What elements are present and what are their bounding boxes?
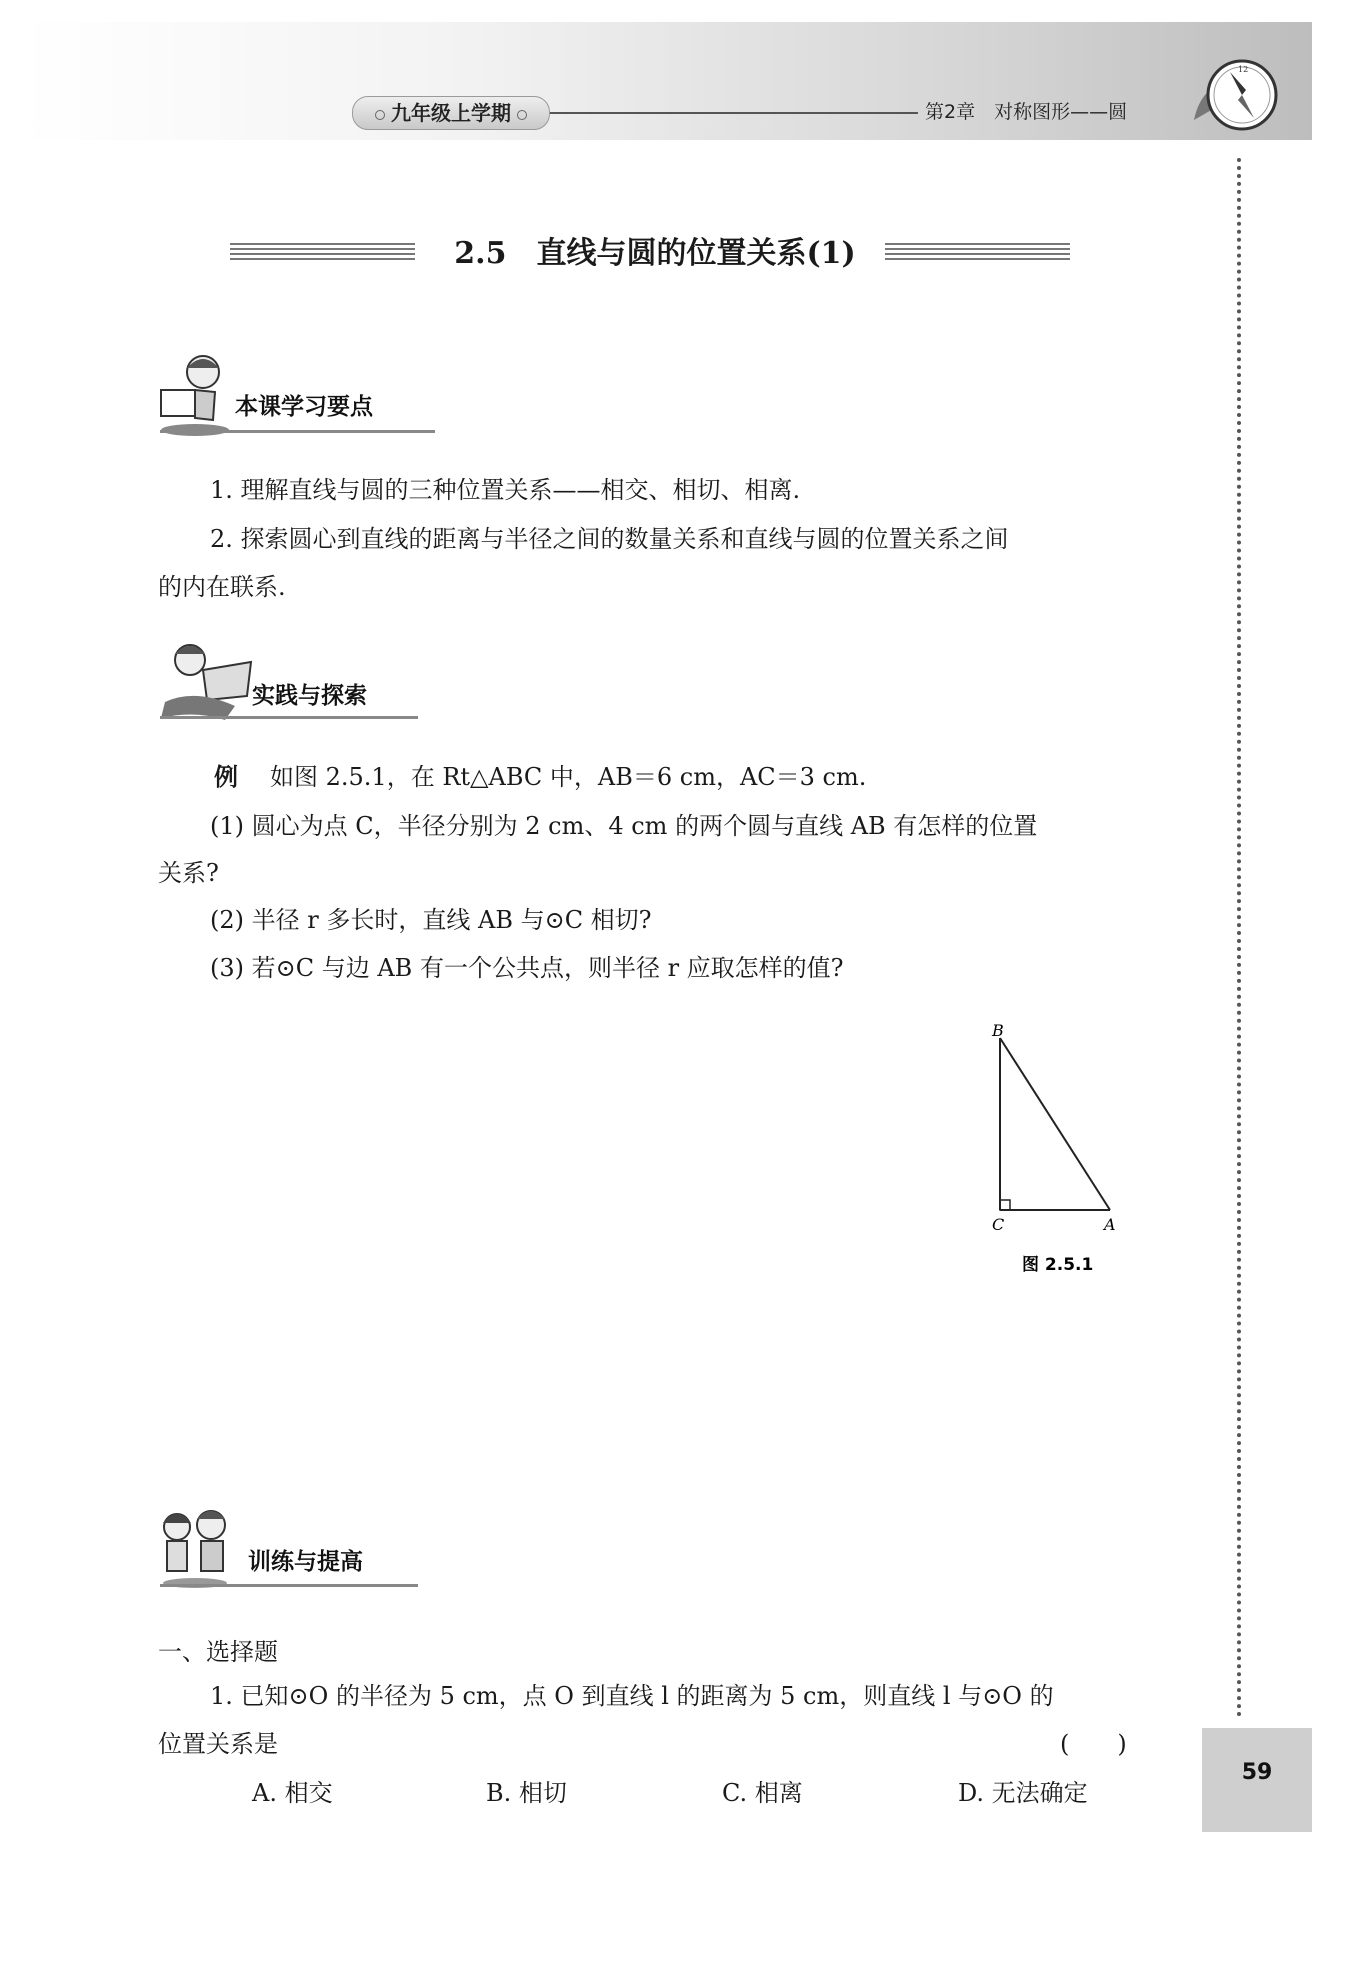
- question-1: 1. 已知⊙O 的半径为 5 cm，点 O 到直线 l 的距离为 5 cm，则直线 l 与⊙O 的: [210, 1682, 1054, 1710]
- page-title: 2.5 直线与圆的位置关系(1): [454, 236, 856, 271]
- student-reading-icon: [155, 350, 235, 440]
- key-point-1: 1. 理解直线与圆的三种位置关系——相交、相切、相离.: [210, 476, 801, 504]
- part-heading: 一、选择题: [158, 1638, 278, 1666]
- example-part-2: (2) 半径 r 多长时，直线 AB 与⊙C 相切?: [210, 906, 652, 934]
- section-label-training: 训练与提高: [248, 1549, 363, 1575]
- section-rule: [160, 430, 435, 433]
- example-tag: [214, 754, 238, 801]
- section-label-key-points: 本课学习要点: [235, 394, 373, 420]
- page-number: 59: [1241, 1760, 1273, 1785]
- vertex-label-a: A: [1104, 1215, 1116, 1234]
- option-d: D. 无法确定: [958, 1779, 1088, 1807]
- section-label-practice: 实践与探索: [252, 683, 367, 709]
- section-rule: [160, 716, 418, 719]
- key-point-2: 2. 探索圆心到直线的距离与半径之间的数量关系和直线与圆的位置关系之间: [210, 525, 1009, 553]
- margin-dotted-line: [1237, 158, 1241, 1718]
- compass-icon: [1190, 50, 1280, 140]
- title-decor-left: [230, 243, 415, 263]
- example-part-1-cont: 关系?: [158, 859, 219, 887]
- vertex-label-c: C: [992, 1215, 1005, 1234]
- triangle-figure: [980, 1018, 1130, 1278]
- vertex-label-b: B: [992, 1021, 1004, 1040]
- figure-caption: 图 2.5.1: [1022, 1255, 1094, 1275]
- right-angle-mark: [1000, 1200, 1010, 1210]
- side-ab: [1000, 1038, 1110, 1210]
- option-c: C. 相离: [722, 1779, 803, 1807]
- grade-label: [352, 96, 550, 130]
- student-writing-icon: [155, 640, 255, 725]
- grade-text: 九年级上学期: [391, 101, 511, 125]
- two-students-icon: [155, 1505, 235, 1590]
- example-statement: 如图 2.5.1，在 Rt△ABC 中，AB＝6 cm，AC＝3 cm.: [270, 763, 867, 791]
- option-b: B. 相切: [486, 1779, 567, 1807]
- chapter-label: 第2章 对称图形——圆: [925, 101, 1128, 123]
- answer-bracket: ( ): [1060, 1730, 1127, 1758]
- example-label: 例: [214, 763, 238, 791]
- svg-text:12: 12: [1238, 65, 1249, 74]
- example-part-1: (1) 圆心为点 C，半径分别为 2 cm、4 cm 的两个圆与直线 AB 有怎样的位置: [210, 812, 1038, 840]
- section-rule: [160, 1584, 418, 1587]
- key-point-2-cont: 的内在联系.: [158, 573, 286, 601]
- option-a: A. 相交: [252, 1779, 333, 1807]
- header-rule: [550, 112, 918, 114]
- question-1-cont: 位置关系是: [158, 1730, 278, 1758]
- title-decor-right: [885, 243, 1070, 263]
- example-part-3: (3) 若⊙C 与边 AB 有一个公共点，则半径 r 应取怎样的值?: [210, 954, 844, 982]
